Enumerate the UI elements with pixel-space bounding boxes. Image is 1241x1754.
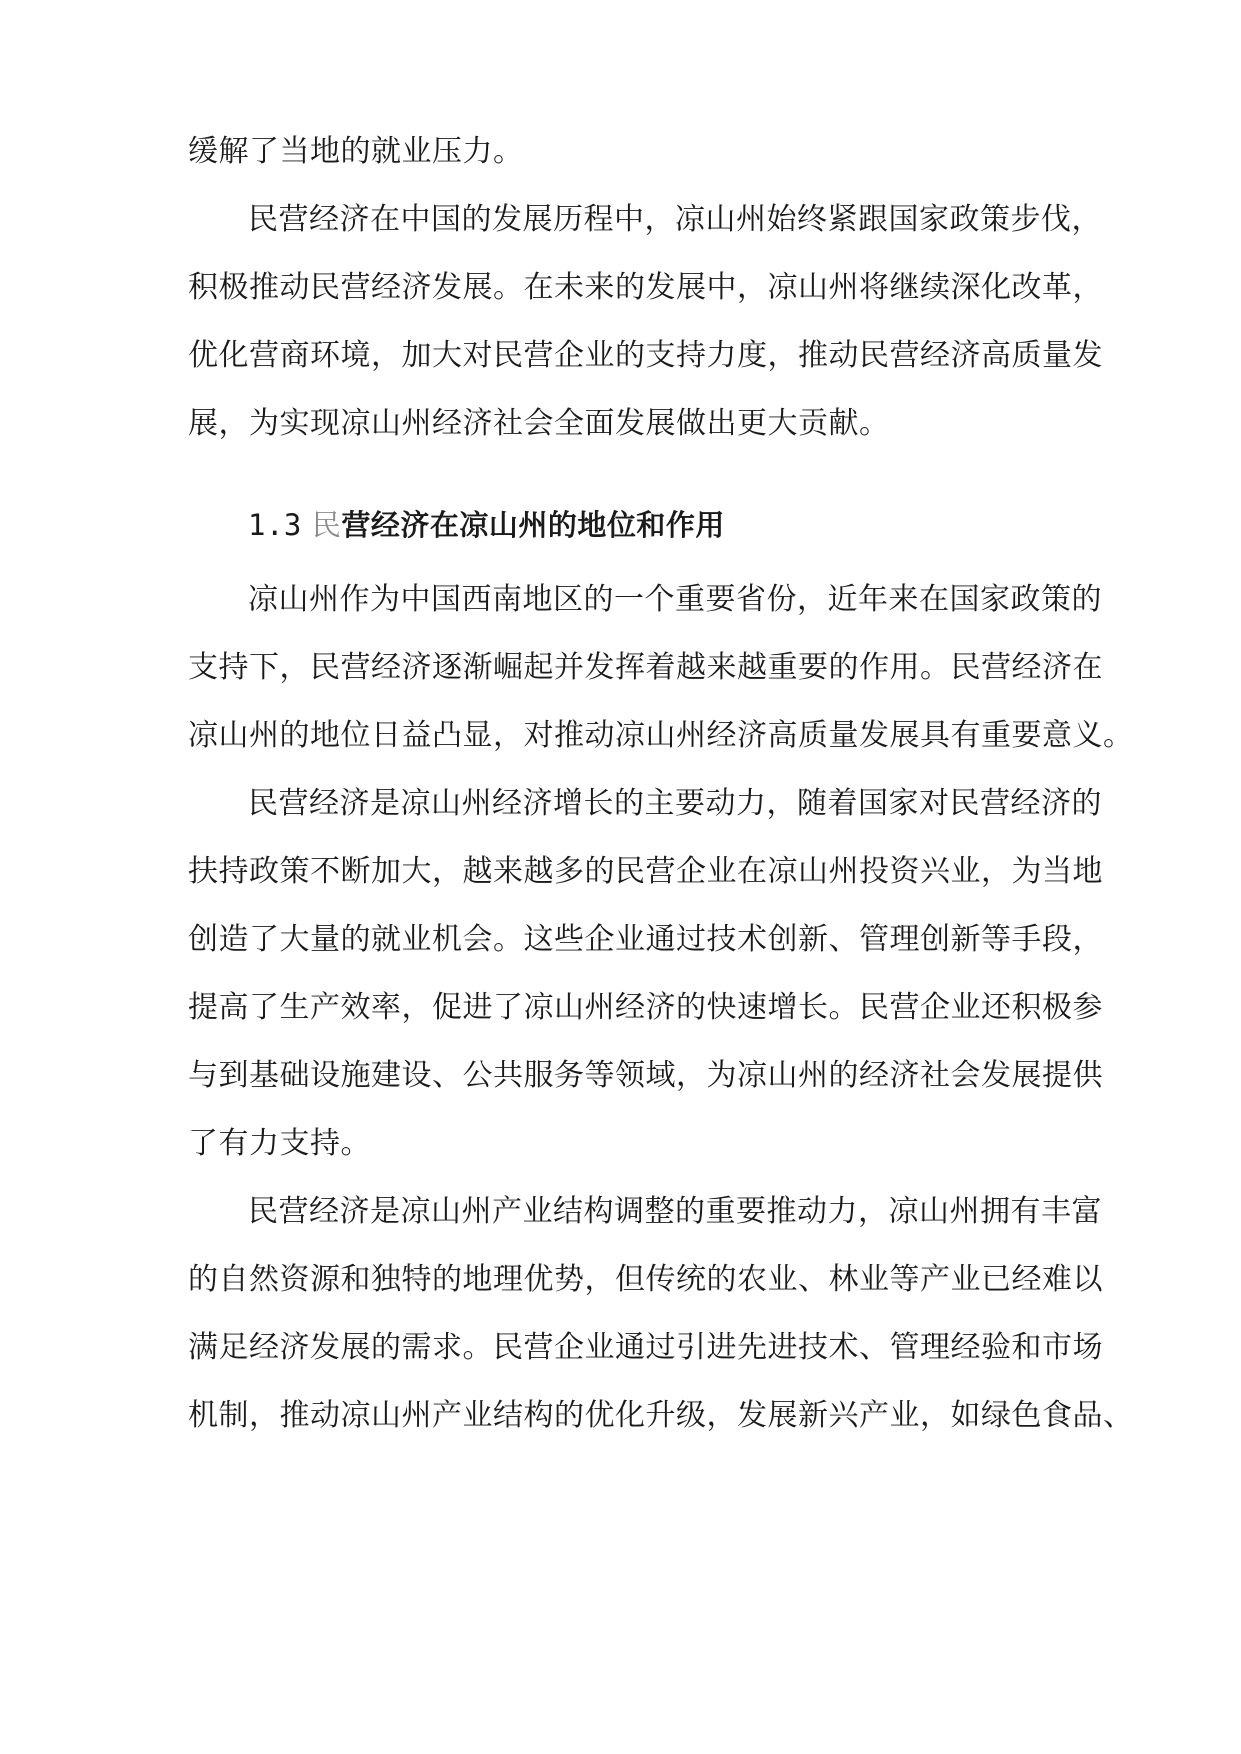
paragraph-5-line-4: 机制，推动凉山州产业结构的优化升级，发展新兴产业，如绿色食品、 [188,1398,1134,1433]
paragraph-2-line-3: 优化营商环境，加大对民营企业的支持力度，推动民营经济高质量发 [188,338,1103,373]
paragraph-5-line-3: 满足经济发展的需求。民营企业通过引进先进技术、管理经验和市场 [188,1330,1103,1365]
section-title-first-char: 民 [311,508,342,542]
paragraph-2-line-2: 积极推动民营经济发展。在未来的发展中，凉山州将继续深化改革， [188,270,1103,305]
paragraph-4-line-5: 与到基础设施建设、公共服务等领域，为凉山州的经济社会发展提供 [188,1058,1103,1093]
paragraph-5-line-2: 的自然资源和独特的地理优势，但传统的农业、林业等产业已经难以 [188,1262,1103,1297]
section-title: 营经济在凉山州的地位和作用 [341,508,725,542]
paragraph-3-line-1: 凉山州作为中国西南地区的一个重要省份，近年来在国家政策的 [248,582,1102,617]
paragraph-5-line-1: 民营经济是凉山州产业结构调整的重要推动力，凉山州拥有丰富 [248,1194,1102,1229]
paragraph-3-line-2: 支持下，民营经济逐渐崛起并发挥着越来越重要的作用。民营经济在 [188,650,1103,685]
paragraph-1-line-1: 缓解了当地的就业压力。 [188,134,524,169]
paragraph-3-line-3: 凉山州的地位日益凸显，对推动凉山州经济高质量发展具有重要意义。 [188,718,1134,753]
paragraph-4-line-6: 了有力支持。 [188,1126,371,1161]
paragraph-2-line-1: 民营经济在中国的发展历程中，凉山州始终紧跟国家政策步伐， [248,202,1102,237]
section-number: 1.3 [248,508,302,542]
paragraph-4-line-3: 创造了大量的就业机会。这些企业通过技术创新、管理创新等手段， [188,922,1103,957]
paragraph-4-line-4: 提高了生产效率，促进了凉山州经济的快速增长。民营企业还积极参 [188,990,1103,1025]
paragraph-4-line-1: 民营经济是凉山州经济增长的主要动力，随着国家对民营经济的 [248,786,1102,821]
paragraph-2-line-4: 展，为实现凉山州经济社会全面发展做出更大贡献。 [188,406,890,441]
paragraph-4-line-2: 扶持政策不断加大，越来越多的民营企业在凉山州投资兴业，为当地 [188,854,1103,889]
section-heading [248,505,725,545]
